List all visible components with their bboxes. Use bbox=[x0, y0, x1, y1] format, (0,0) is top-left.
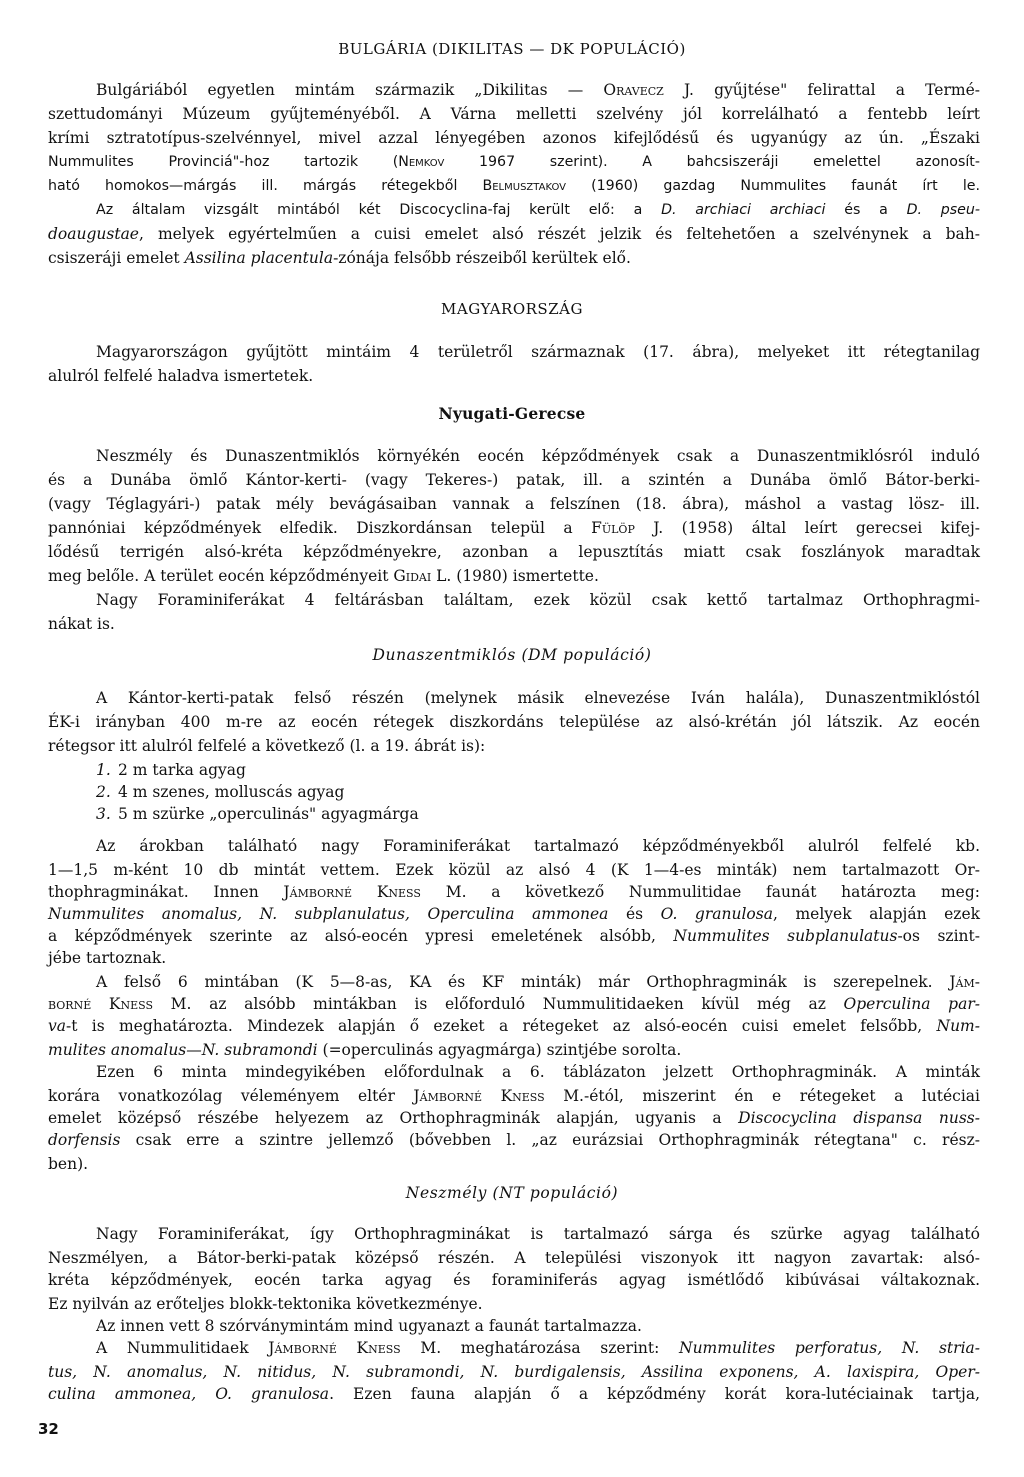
taxon-name: Nummulites perforatus, N. stria- bbox=[679, 1339, 980, 1357]
section-heading-gerecse: Nyugati-Gerecse bbox=[438, 404, 586, 423]
paragraph-line bbox=[48, 1108, 980, 1128]
text-run: krími sztratotípus-szelvénnyel, mivel azzal lényegében azonos kifejlődésű és ugyanúgy az ún. „Északi bbox=[48, 129, 980, 147]
text-run: 1967 szerint). A bahcsiszeráji emelettel azonosít- bbox=[444, 154, 980, 170]
text-run: M. meghatározása szerint: bbox=[400, 1339, 680, 1357]
list-number: 1. bbox=[96, 761, 111, 779]
text-run: L. (1980) ismertette. bbox=[431, 567, 599, 585]
text-run: , melyek egyértelműen a cuisi emelet alsó részét jelzik és feltehetően a szelvénynek a bah- bbox=[138, 225, 980, 243]
section-heading-dm: Dunaszentmiklós (DM populáció) bbox=[372, 646, 652, 664]
text-run: thophragminákat. Innen bbox=[48, 883, 284, 901]
text-run: csiszeráji emelet bbox=[48, 249, 185, 267]
taxon-name: Nummulites anomalus, N. subplanulatus, Operculina ammonea bbox=[48, 905, 609, 923]
text-run: (vagy Téglagyári-) patak mély bevágásaiban vannak a felszínen (18. ábra), máshol a vastag lösz- ill. bbox=[48, 495, 980, 513]
list-item bbox=[96, 804, 419, 824]
text-run: jébe tartoznak. bbox=[48, 949, 167, 967]
text-run: szettudományi Múzeum gyűjteményéből. A Várna melletti szelvény jól korrelálható a fentebb leírt bbox=[48, 105, 980, 123]
paragraph-line bbox=[48, 1384, 980, 1404]
list-item bbox=[96, 782, 344, 802]
taxon-name: Assilina placentula bbox=[184, 249, 334, 267]
author-name: Fülöp bbox=[591, 519, 635, 537]
list-text: 4 m szenes, molluscás agyag bbox=[118, 783, 345, 801]
author-name: Jámborné Kness bbox=[283, 883, 421, 901]
author-name: Jámborné Kness bbox=[413, 1087, 545, 1105]
text-run: Az árokban található nagy Foraminiferákat tartalmazó képződményekből alulról felfelé kb. bbox=[96, 837, 980, 855]
text-run: és a Dunába ömlő Kántor-kerti- (vagy Tekeres-) patak, ill. a szintén a Dunába ömlő Bátor-berki- bbox=[48, 471, 980, 489]
text-run: 1—1,5 m-ként 10 db mintát vettem. Ezek közül az alsó 4 (K 1—4-es minták) nem tartalmazott Or- bbox=[48, 861, 980, 879]
paragraph-line bbox=[96, 972, 980, 992]
text-run: (1960) gazdag Nummulites faunát írt le. bbox=[566, 178, 980, 194]
author-name: Nemkov bbox=[398, 154, 445, 170]
section-heading-nt: Neszmély (NT populáció) bbox=[405, 1184, 619, 1202]
taxon-name: Nummulites subplanulatus bbox=[673, 927, 898, 945]
text-run: Az általam vizsgált mintából két Discocyclina-faj került elő: a bbox=[96, 202, 662, 218]
taxon-name: tus, N. anomalus, N. nitidus, N. subramondi, N. burdigalensis, Assilina exponens, A. laxispira, Oper- bbox=[48, 1363, 980, 1381]
text-run: A felső 6 mintában (K 5—8-as, KA és KF minták) már Orthophragminák is szerepelnek. bbox=[96, 973, 950, 991]
taxon-name: Discocyclina dispansa nuss- bbox=[738, 1109, 980, 1127]
text-run: a képződmények szerinte az alsó-eocén ypresi emeletének alsóbb, bbox=[48, 927, 674, 945]
text-run: Bulgáriából egyetlen mintám származik „Dikilitas — bbox=[96, 81, 604, 99]
text-run: -os szint- bbox=[897, 927, 980, 945]
paragraph-line: rétegsor itt alulról felfelé a következő (l. a 19. ábrát is): bbox=[48, 737, 486, 755]
taxon-name: mulites anomalus—N. subramondi bbox=[48, 1041, 318, 1059]
text-run: és a bbox=[825, 202, 907, 218]
paragraph-line: Neszmélyen, a Bátor-berki-patak középső részén. A települési viszonyok itt nagyon zavartak: alsó- bbox=[48, 1249, 980, 1267]
paragraph-line bbox=[48, 176, 980, 196]
list-number: 3. bbox=[96, 805, 111, 823]
paragraph-line bbox=[48, 994, 980, 1014]
paragraph-line: A Kántor-kerti-patak felső részén (melynek másik elnevezése Iván halála), Dunaszentmiklóstól bbox=[96, 689, 980, 707]
taxon-name: va bbox=[48, 1017, 66, 1035]
text-run: Nummulites Provinciá"-hoz tartozik ( bbox=[48, 154, 399, 170]
taxon-name: culina ammonea, O. granulosa bbox=[48, 1385, 330, 1403]
paragraph-line: nákat is. bbox=[48, 615, 115, 633]
paragraph-line bbox=[48, 1016, 980, 1036]
text-run: csak erre a szintre jellemző (bővebben l. „az eurázsiai Orthophragminák rétegtana" c. rész- bbox=[120, 1131, 980, 1149]
text-run: ben). bbox=[48, 1155, 89, 1173]
text-run: . Ezen fauna alapján ő a képződmény korát kora-lutéciainak tartja, bbox=[329, 1385, 981, 1403]
list-text: 5 m szürke „operculinás" agyagmárga bbox=[118, 805, 419, 823]
section-heading-hungary: MAGYARORSZÁG bbox=[441, 300, 583, 318]
paragraph-line bbox=[96, 836, 980, 856]
paragraph-line bbox=[48, 904, 980, 924]
paragraph-line bbox=[48, 152, 980, 172]
author-name: Belmusztakov bbox=[482, 178, 566, 194]
paragraph-line: Ez nyilván az erőteljes blokk-tektonika következménye. bbox=[48, 1295, 483, 1313]
paragraph-line: Az innen vett 8 szórványmintám mind ugyanazt a faunát tartalmazza. bbox=[96, 1317, 642, 1335]
text-run: korára vonatkozólag véleményem eltér bbox=[48, 1087, 414, 1105]
text-run: A Nummulitidaek bbox=[96, 1339, 269, 1357]
paragraph-line bbox=[96, 1338, 980, 1358]
text-run: Ezen 6 minta mindegyikében előfordulnak a 6. táblázaton jelzett Orthophragminák. A minták bbox=[96, 1063, 980, 1081]
text-run: (=operculinás agyagmárga) szintjébe sorolta. bbox=[317, 1041, 682, 1059]
list-number: 2. bbox=[96, 783, 111, 801]
text-run: M. a következő Nummulitidae faunát határozta meg: bbox=[420, 883, 980, 901]
text-run: lődésű terrigén alsó-kréta képződményekre, azonban a lepusztítás miatt csak foszlányok maradtak bbox=[48, 543, 980, 561]
text-run: J. gyűjtése" felirattal a Termé- bbox=[663, 81, 980, 99]
paragraph-line: kréta képződmények, eocén tarka agyag és foraminiferás agyag ismétlődő kibúvásai váltakoznak. bbox=[48, 1271, 980, 1289]
taxon-name: D. archiaci archiaci bbox=[661, 202, 826, 218]
paragraph-line bbox=[96, 446, 980, 466]
paragraph-line: alulról felfelé haladva ismertetek. bbox=[48, 367, 314, 385]
taxon-name: Num- bbox=[936, 1017, 980, 1035]
paragraph-line bbox=[48, 948, 980, 968]
paragraph-line bbox=[48, 470, 980, 490]
author-name: Oravecz bbox=[603, 81, 664, 99]
text-run: Neszmély és Dunaszentmiklós környékén eocén képződmények csak a Dunaszentmiklósról induló bbox=[96, 447, 980, 465]
paragraph-line bbox=[48, 860, 980, 880]
paragraph-line bbox=[96, 80, 980, 100]
text-run: M. az alsóbb mintákban is előforduló Nummulitidaeken kívül még az bbox=[153, 995, 844, 1013]
taxon-name: Operculina par- bbox=[843, 995, 980, 1013]
paragraph-line: Nagy Foraminiferákat 4 feltárásban találtam, ezek közül csak kettő tartalmaz Orthophragmi- bbox=[96, 591, 980, 609]
paragraph-line bbox=[48, 1086, 980, 1106]
paragraph-line: Magyarországon gyűjtött mintáim 4 területről származnak (17. ábra), melyeket itt rétegtanilag bbox=[96, 343, 980, 361]
author-name: Jámborné Kness bbox=[268, 1339, 401, 1357]
taxon-name: dorfensis bbox=[48, 1131, 121, 1149]
paragraph-line bbox=[48, 1130, 980, 1150]
text-run: M.-étól, miszerint én e rétegeket a lutéciai bbox=[544, 1087, 980, 1105]
paragraph-line bbox=[48, 104, 980, 124]
text-run: -t is meghatározta. Mindezek alapján ő ezeket a rétegeket az alsó-eocén cuisi emelet felsőbb, bbox=[66, 1017, 937, 1035]
paragraph-line: ÉK-i irányban 400 m-re az eocén rétegek diszkordáns települése az alsó-krétán jól látszik. Az eocén bbox=[48, 713, 980, 731]
list-text: 2 m tarka agyag bbox=[118, 761, 246, 779]
text-run: -zónája felsőbb részeiből kerültek elő. bbox=[333, 249, 631, 267]
taxon-name: doaugustae bbox=[48, 225, 139, 243]
paragraph-line bbox=[48, 566, 980, 586]
author-name: borné Kness bbox=[48, 995, 154, 1013]
taxon-name: O. granulosa bbox=[660, 905, 773, 923]
paragraph-line bbox=[48, 1040, 980, 1060]
text-run: meg belőle. A terület eocén képződményeit bbox=[48, 567, 394, 585]
paragraph-line bbox=[48, 248, 980, 268]
section-heading-bulgaria: BULGÁRIA (DIKILITAS — DK POPULÁCIÓ) bbox=[338, 40, 686, 58]
paragraph-line bbox=[48, 224, 980, 244]
paragraph-line: Nagy Foraminiferákat, így Orthophragminákat is tartalmazó sárga és szürke agyag található bbox=[96, 1225, 980, 1243]
paragraph-line bbox=[48, 882, 980, 902]
author-name: Gidai bbox=[393, 567, 432, 585]
paragraph-line bbox=[48, 542, 980, 562]
text-run: pannóniai képződmények elfedik. Diszkordánsan települ a bbox=[48, 519, 592, 537]
list-item bbox=[96, 760, 246, 780]
paragraph-line bbox=[96, 1062, 980, 1082]
paragraph-line bbox=[48, 926, 980, 946]
author-name: Jám- bbox=[949, 973, 980, 991]
paragraph-line bbox=[48, 1362, 980, 1382]
text-run: , melyek alapján ezek bbox=[772, 905, 981, 923]
text-run: emelet középső részébe helyezem az Orthophragminák alapján, ugyanis a bbox=[48, 1109, 739, 1127]
taxon-name: D. pseu- bbox=[906, 202, 981, 218]
text-run: ható homokos—márgás ill. márgás rétegekből bbox=[48, 178, 483, 194]
paragraph-line bbox=[48, 1154, 980, 1174]
text-run: és bbox=[608, 905, 661, 923]
page-number: 32 bbox=[38, 1420, 59, 1438]
text-run: J. (1958) által leírt gerecsei kifej- bbox=[634, 519, 980, 537]
paragraph-line bbox=[96, 200, 980, 220]
paragraph-line bbox=[48, 128, 980, 148]
paragraph-line bbox=[48, 494, 980, 514]
paragraph-line bbox=[48, 518, 980, 538]
